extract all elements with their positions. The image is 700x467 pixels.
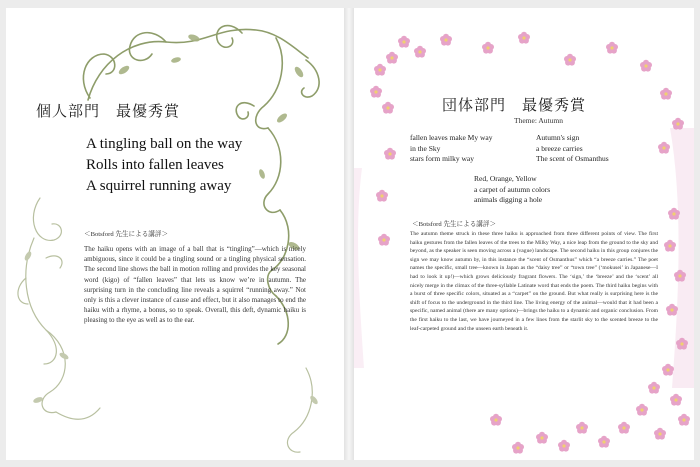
right-page [354, 8, 694, 460]
haiku-line: Red, Orange, Yellow [474, 174, 537, 183]
theme-label: Theme: Autumn [514, 116, 563, 125]
haiku-line: A tingling ball on the way [86, 136, 243, 152]
haiku-line: a carpet of autumn colors [474, 184, 551, 194]
haiku-poem [86, 134, 242, 197]
haiku-group-1 [410, 133, 492, 165]
haiku-line: A squirrel running away [86, 178, 232, 194]
vine-ornament-left [6, 8, 344, 460]
haiku-line: animals digging a hole [474, 195, 543, 204]
right-section-title: 団体部門 最優秀賞 [442, 96, 587, 114]
haiku-group-3 [474, 174, 550, 206]
haiku-line: fallen leaves make My way [410, 133, 493, 142]
book-gutter [344, 8, 354, 460]
comment-body: The haiku opens with an image of a ball that is “tingling”—which is nicely ambiguous, since it could be a tingling sound or a tingling physical sensation. The second line shows the ball in motion rolling and provides the key seasonal word (kigo) of “fallen leaves” that lets us know we’re in autumn. The surprising turn in the concluding line reveals a squirrel “running away.” Not only is this a clever instance of cause and effect, but it also manages to end the haiku with a rhyme, a bonus, so to speak. Overall, this deft, dynamic haiku is pleasing to the eye as well as to the ear. [84, 245, 306, 325]
haiku-line: in the Sky [410, 143, 441, 153]
left-section-title: 個人部門 最優秀賞 [36, 102, 181, 120]
left-page [6, 8, 344, 460]
haiku-line: Autumn's sign [536, 133, 580, 142]
haiku-line: stars form milky way [410, 154, 474, 163]
haiku-line: The scent of Osmanthus [536, 154, 609, 163]
haiku-line: Rolls into fallen leaves [86, 157, 224, 173]
haiku-group-2 [536, 133, 609, 165]
comment-label: ＜Botsford 先生による講評＞ [84, 231, 169, 238]
haiku-line: a breeze carries [536, 143, 583, 153]
comment-label: ＜Botsford 先生による講評＞ [412, 221, 497, 228]
comment-body: The autumn theme struck in these three haiku is approached from three different points of view. The first haiku gestures from the fallen leaves of the trees to the Milky Way, a nice leap from the ground to the sky and beyond, as the speaker is seen moving across a (vague) landscape. The second haiku in this group conjures the sign we may know autumn by, in this instance the “scent of Osmanthus” which “a breeze carries.” The poet names the specific, small tree—known in Japan as the “daisy tree” or “town tree” (‘mokusei’ in Japanese—I had to look it up!)—which grows deliciously fragrant flowers. The ‘sign,’ the ‘breeze’ and the ‘scent’ all nicely merge in the climax of the three-syllable Latinate word that ends the poem. The third haiku begins with a burst of three specific colors, situated as a “carpet” on the ground. But what really is surprising here is the shift of focus to the underground in the third line. The living energy of the animal—would that it had been a specific, named animal (there are many options)—brings the haiku to a dynamic and organic conclusion. From the first haiku to the last, we have journeyed in a few lines from the starlit sky to the scented breeze to the leaf-carpeted ground and the unseen earth beneath it. [410, 231, 658, 332]
